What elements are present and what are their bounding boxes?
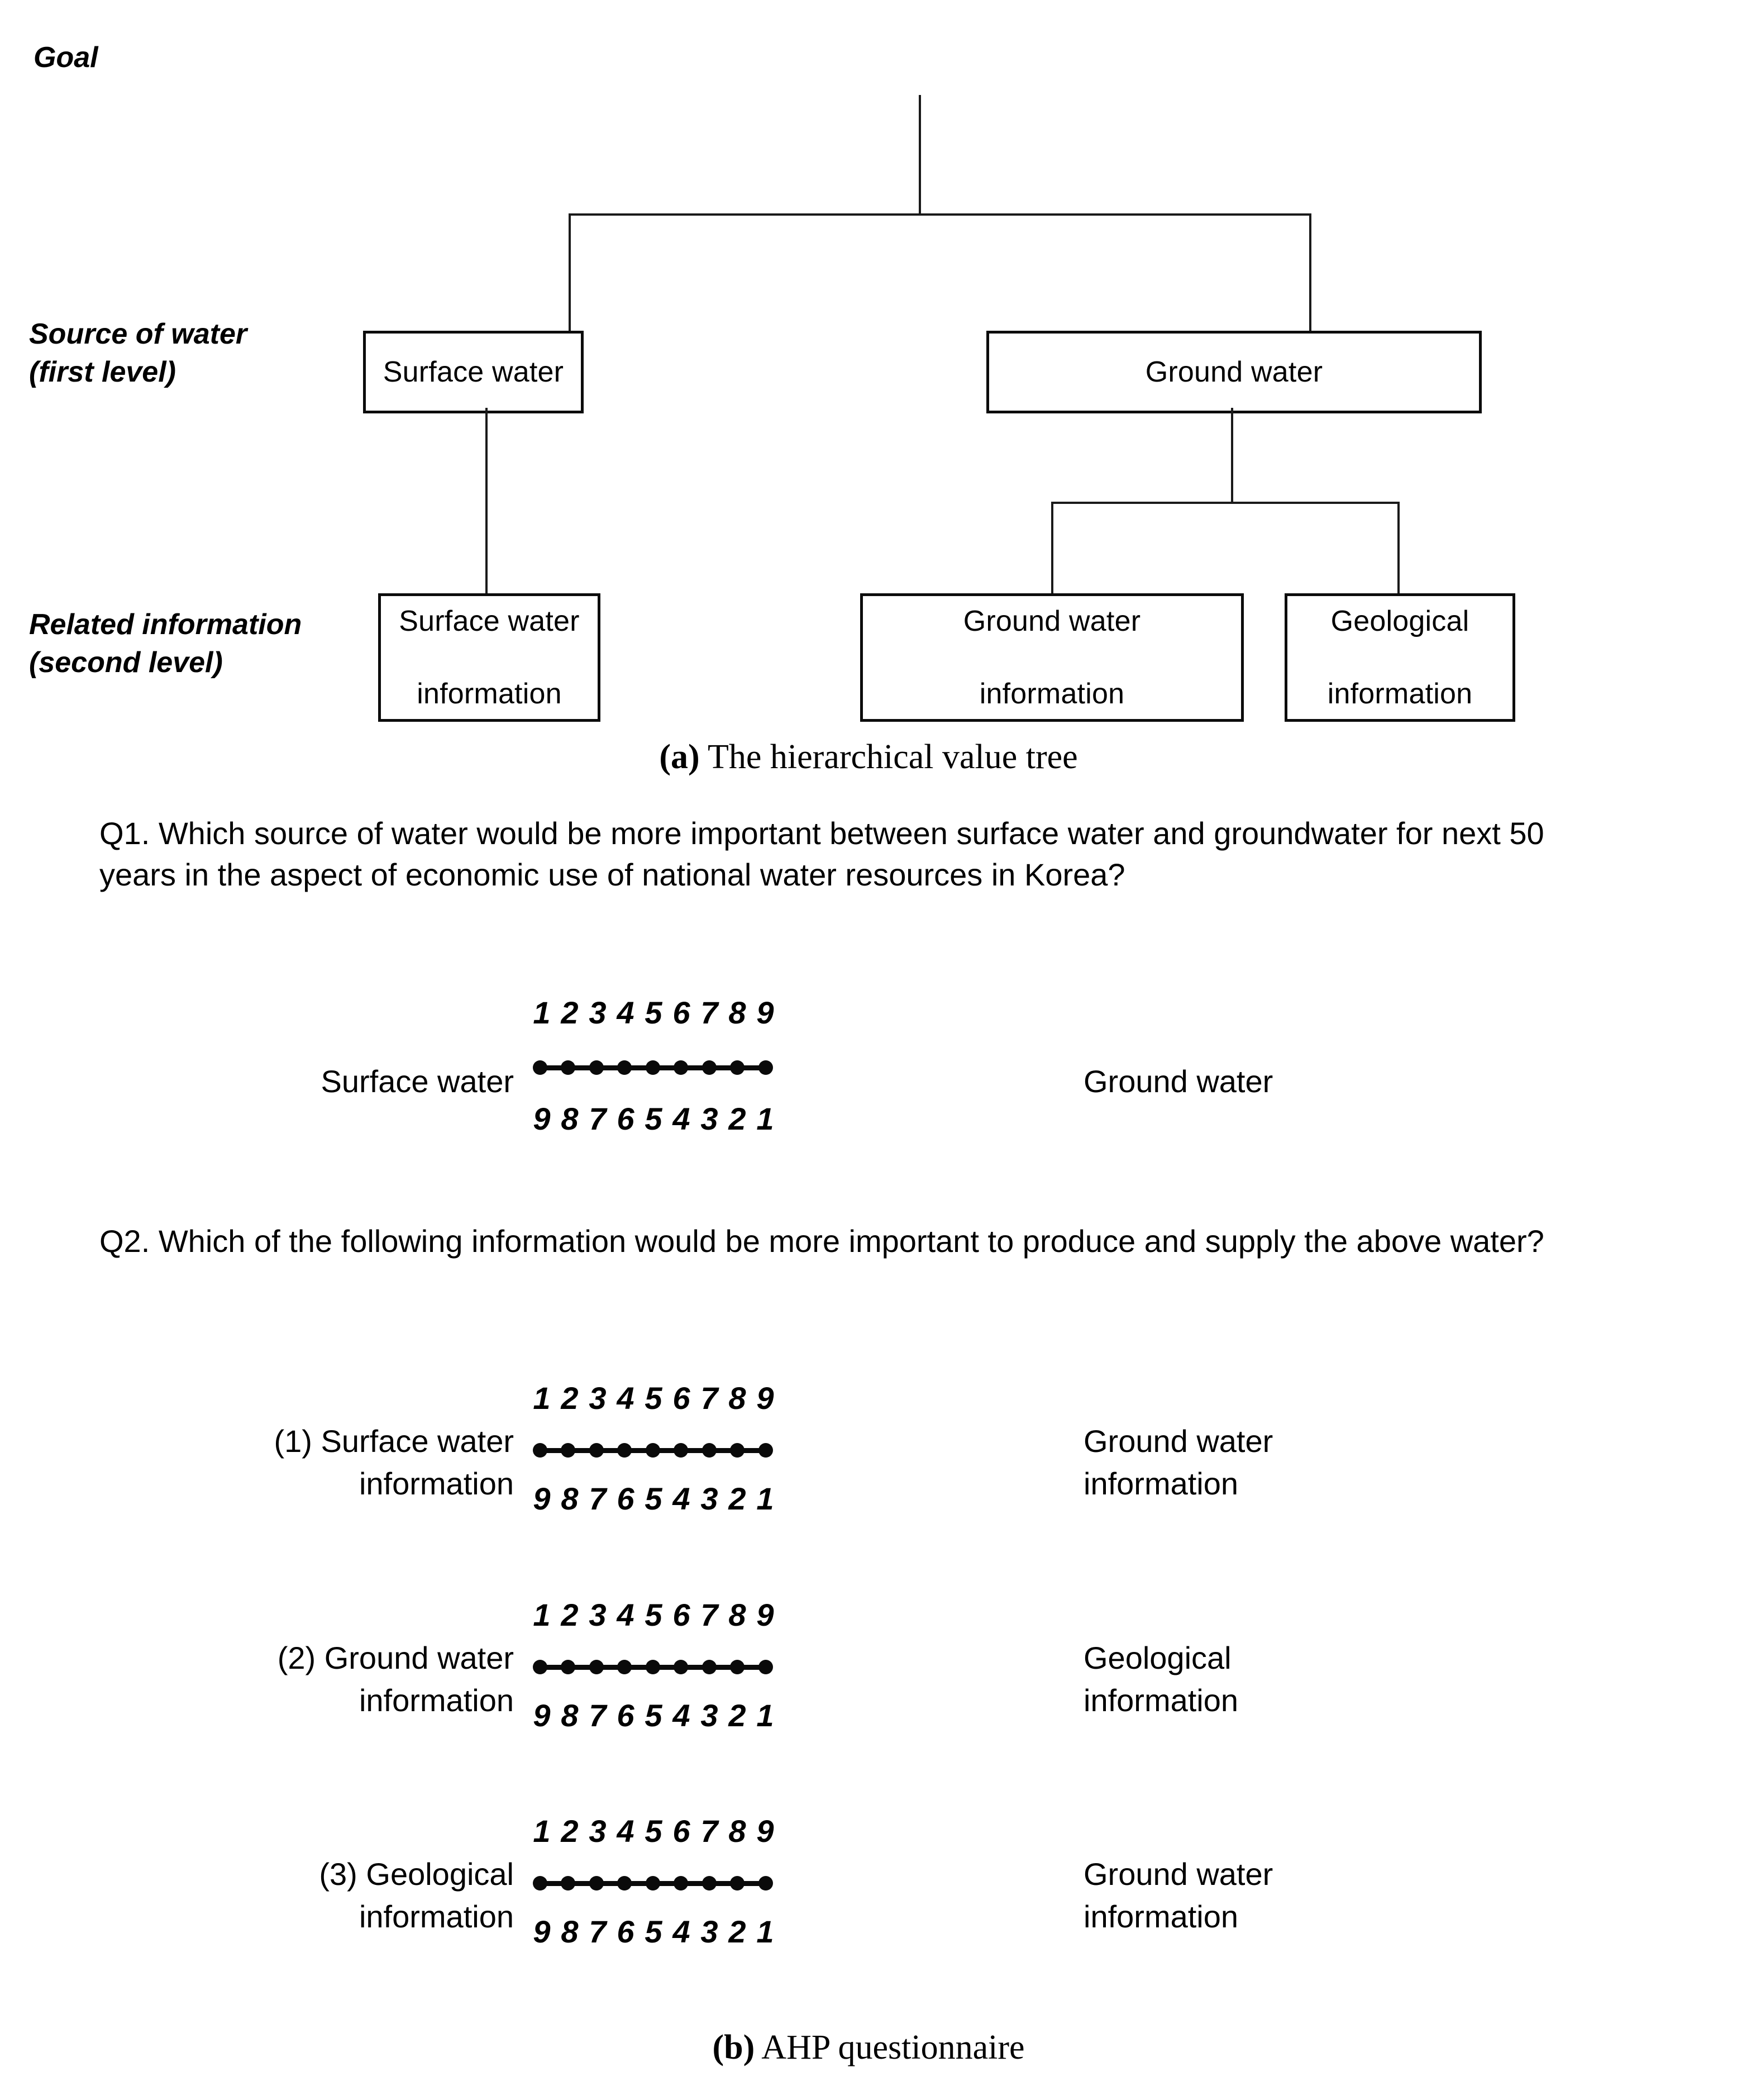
q2-item-1-top-numbers xyxy=(528,1380,779,1416)
node-ground-water-information-line2: information xyxy=(979,677,1125,710)
q1-bottom-number: 4 xyxy=(672,1101,690,1136)
caption-part-a xyxy=(0,737,1737,777)
q1-top-number: 3 xyxy=(589,995,607,1030)
q2-item-1-point-2[interactable] xyxy=(561,1443,575,1458)
q2-item-1-top-number: 1 xyxy=(533,1380,551,1416)
q1-right-label-line1: Ground water xyxy=(1084,1064,1273,1099)
question-2-text: Q2. Which of the following information would be more important to produce and supply the above water? xyxy=(99,1223,1544,1259)
row-label-goal xyxy=(34,39,98,77)
q1-scale-point-5[interactable] xyxy=(646,1060,660,1075)
q2-item-2-top-number: 1 xyxy=(533,1597,551,1632)
q2-item-3-top-number: 9 xyxy=(756,1813,774,1849)
q2-item-1-left-label-line1: (1) Surface water xyxy=(274,1423,514,1459)
q2-item-3-top-number: 6 xyxy=(672,1813,690,1849)
q2-item-3-left-label-line2: information xyxy=(359,1898,514,1934)
q2-item-3-right-label-line2: information xyxy=(1084,1898,1239,1934)
q1-scale-point-8[interactable] xyxy=(730,1060,745,1075)
caption-part-b-prefix: (b) xyxy=(712,2028,755,2066)
q2-item-1-bottom-number: 9 xyxy=(533,1481,551,1516)
q1-scale-top-numbers xyxy=(528,994,779,1031)
q2-item-1-point-4[interactable] xyxy=(617,1443,632,1458)
q2-item-3-point-5[interactable] xyxy=(646,1876,660,1891)
q2-item-3-bottom-number: 9 xyxy=(533,1914,551,1949)
q1-right-label xyxy=(1084,1060,1474,1103)
q2-item-1-bottom-number: 6 xyxy=(617,1481,634,1516)
caption-part-a-text: The hierarchical value tree xyxy=(699,738,1078,776)
q2-item-3-point-4[interactable] xyxy=(617,1876,632,1891)
node-geological-information-label xyxy=(1316,603,1483,712)
row-label-source-line1: Source of water xyxy=(29,318,247,350)
q2-item-1-point-9[interactable] xyxy=(758,1443,773,1458)
q1-top-number: 1 xyxy=(533,995,551,1030)
q2-item-1-top-number: 5 xyxy=(645,1380,662,1416)
q2-item-3-bottom-number: 2 xyxy=(728,1914,746,1949)
q1-top-number: 4 xyxy=(617,995,634,1030)
q2-item-3-top-numbers xyxy=(528,1813,779,1849)
node-ground-water-information-line1: Ground water xyxy=(963,604,1141,637)
q2-item-2-top-number: 3 xyxy=(589,1597,607,1632)
q2-item-3-left-label-line1: (3) Geological xyxy=(319,1856,514,1892)
node-geological-information-line1: Geological xyxy=(1330,604,1469,637)
connector-to-surface-water xyxy=(569,213,571,332)
q2-item-3-top-number: 3 xyxy=(589,1813,607,1849)
q2-item-2-bottom-number: 3 xyxy=(700,1698,718,1733)
question-1-text: Q1. Which source of water would be more important between surface water and groundwater for next 50 years in the aspect of economic use of national water resources in Korea? xyxy=(99,816,1544,893)
q2-item-2-top-number: 8 xyxy=(728,1597,746,1632)
row-label-goal-line1: Goal xyxy=(34,41,98,74)
q1-scale-point-7[interactable] xyxy=(702,1060,717,1075)
q2-item-1-right-label-line1: Ground water xyxy=(1084,1423,1273,1459)
node-geological-information xyxy=(1285,593,1515,722)
connector-to-geological-info xyxy=(1397,502,1400,595)
q2-item-2-right-label xyxy=(1084,1637,1508,1721)
connector-goal-stem xyxy=(919,95,921,216)
q1-scale-bottom-numbers xyxy=(528,1101,779,1137)
q2-item-2-top-number: 2 xyxy=(561,1597,579,1632)
q1-top-number: 6 xyxy=(672,995,690,1030)
node-geological-information-line2: information xyxy=(1327,677,1473,710)
q2-item-3-right-label xyxy=(1084,1853,1508,1937)
q2-item-2-top-number: 4 xyxy=(617,1597,634,1632)
row-label-source-of-water xyxy=(29,316,247,391)
q2-item-2-bottom-number: 6 xyxy=(617,1698,634,1733)
q2-item-2-point-9[interactable] xyxy=(758,1660,773,1674)
q2-item-2-point-7[interactable] xyxy=(702,1660,717,1674)
q2-item-2-left-label xyxy=(101,1637,514,1721)
node-ground-water-information xyxy=(860,593,1244,722)
q2-item-3-top-number: 4 xyxy=(617,1813,634,1849)
caption-part-b xyxy=(0,2028,1737,2068)
q2-item-3-bottom-number: 6 xyxy=(617,1914,634,1949)
q2-item-1-point-7[interactable] xyxy=(702,1443,717,1458)
q2-item-1-top-number: 3 xyxy=(589,1380,607,1416)
q2-item-3-point-1[interactable] xyxy=(533,1876,547,1891)
q1-scale xyxy=(528,994,975,1134)
q2-item-2-point-4[interactable] xyxy=(617,1660,632,1674)
q2-item-2-left-label-line2: information xyxy=(359,1682,514,1718)
q2-item-1-point-3[interactable] xyxy=(589,1443,604,1458)
q1-top-number: 5 xyxy=(645,995,662,1030)
q2-item-3-point-6[interactable] xyxy=(674,1876,688,1891)
q2-item-2-bottom-number: 9 xyxy=(533,1698,551,1733)
q1-left-label-line1: Surface water xyxy=(321,1064,514,1099)
q1-scale-point-9[interactable] xyxy=(758,1060,773,1075)
q2-item-3-top-number: 2 xyxy=(561,1813,579,1849)
q2-item-2-point-5[interactable] xyxy=(646,1660,660,1674)
q2-item-2-top-number: 9 xyxy=(756,1597,774,1632)
q2-item-1-right-label xyxy=(1084,1420,1508,1504)
q2-item-3-bottom-number: 3 xyxy=(700,1914,718,1949)
caption-part-b-text: AHP questionnaire xyxy=(755,2028,1025,2066)
q2-item-2-bottom-number: 5 xyxy=(645,1698,662,1733)
node-ground-water-information-label xyxy=(952,603,1152,712)
q1-top-number: 9 xyxy=(756,995,774,1030)
q2-item-2-right-label-line1: Geological xyxy=(1084,1640,1232,1675)
q2-item-3-top-number: 5 xyxy=(645,1813,662,1849)
q2-item-2-point-8[interactable] xyxy=(730,1660,745,1674)
node-surface-water-information-line1: Surface water xyxy=(399,604,580,637)
node-ground-water xyxy=(986,331,1482,413)
q2-item-3-point-8[interactable] xyxy=(730,1876,745,1891)
q2-item-1-right-label-line2: information xyxy=(1084,1465,1239,1501)
q2-item-1-bottom-number: 1 xyxy=(756,1481,774,1516)
q2-item-3-bottom-number: 1 xyxy=(756,1914,774,1949)
row-label-related-line2: (second level) xyxy=(29,646,223,679)
node-surface-water-label: Surface water xyxy=(383,355,564,388)
node-surface-water-information xyxy=(378,593,600,722)
q1-bottom-number: 9 xyxy=(533,1101,551,1136)
q2-item-3-point-2[interactable] xyxy=(561,1876,575,1891)
q1-bottom-number: 2 xyxy=(728,1101,746,1136)
q2-item-3-point-7[interactable] xyxy=(702,1876,717,1891)
q2-item-2-bottom-number: 8 xyxy=(561,1698,579,1733)
q2-item-3-bottom-number: 5 xyxy=(645,1914,662,1949)
q1-bottom-number: 8 xyxy=(561,1101,579,1136)
q1-bottom-number: 6 xyxy=(617,1101,634,1136)
connector-to-ground-water-info xyxy=(1051,502,1053,595)
q1-scale-point-4[interactable] xyxy=(617,1060,632,1075)
q2-item-3-point-9[interactable] xyxy=(758,1876,773,1891)
q1-top-number: 8 xyxy=(728,995,746,1030)
q2-item-1-point-8[interactable] xyxy=(730,1443,745,1458)
q2-item-2-bottom-number: 7 xyxy=(589,1698,607,1733)
node-surface-water xyxy=(363,331,584,413)
q1-scale-point-6[interactable] xyxy=(674,1060,688,1075)
node-surface-water-information-line2: information xyxy=(417,677,562,710)
q1-left-label xyxy=(168,1060,514,1103)
q2-item-2-top-number: 6 xyxy=(672,1597,690,1632)
q2-item-1-point-5[interactable] xyxy=(646,1443,660,1458)
q1-bottom-number: 3 xyxy=(700,1101,718,1136)
q2-item-2-bottom-number: 1 xyxy=(756,1698,774,1733)
q2-item-3-bottom-number: 8 xyxy=(561,1914,579,1949)
q1-scale-point-3[interactable] xyxy=(589,1060,604,1075)
q2-item-3-top-number: 1 xyxy=(533,1813,551,1849)
q2-item-1-top-number: 6 xyxy=(672,1380,690,1416)
q2-item-1-scale xyxy=(528,1380,975,1520)
q2-item-3-right-label-line1: Ground water xyxy=(1084,1856,1273,1892)
q2-item-2-bottom-number: 4 xyxy=(672,1698,690,1733)
q1-top-number: 2 xyxy=(561,995,579,1030)
connector-level1-bus xyxy=(569,213,1311,216)
q2-item-3-scale xyxy=(528,1813,975,1953)
q2-item-1-point-1[interactable] xyxy=(533,1443,547,1458)
q2-item-2-left-label-line1: (2) Ground water xyxy=(277,1640,514,1675)
q1-bottom-number: 5 xyxy=(645,1101,662,1136)
row-label-related-information xyxy=(29,606,302,682)
connector-to-ground-water xyxy=(1309,213,1311,332)
q2-item-2-point-1[interactable] xyxy=(533,1660,547,1674)
q2-item-3-point-3[interactable] xyxy=(589,1876,604,1891)
q1-bottom-number: 7 xyxy=(589,1101,607,1136)
q1-scale-point-1[interactable] xyxy=(533,1060,547,1075)
q2-item-1-bottom-number: 8 xyxy=(561,1481,579,1516)
q2-item-2-right-label-line2: information xyxy=(1084,1682,1239,1718)
q2-item-1-top-number: 2 xyxy=(561,1380,579,1416)
q2-item-1-top-number: 4 xyxy=(617,1380,634,1416)
q2-item-3-bottom-number: 7 xyxy=(589,1914,607,1949)
q2-item-2-point-3[interactable] xyxy=(589,1660,604,1674)
connector-ground-water-stem xyxy=(1231,408,1233,503)
q2-item-1-left-label-line2: information xyxy=(359,1465,514,1501)
q2-item-2-top-number: 5 xyxy=(645,1597,662,1632)
q2-item-2-top-numbers xyxy=(528,1597,779,1633)
node-surface-water-information-label xyxy=(388,603,590,712)
q2-item-2-point-6[interactable] xyxy=(674,1660,688,1674)
q2-item-1-top-number: 8 xyxy=(728,1380,746,1416)
q1-top-number: 7 xyxy=(700,995,718,1030)
q2-item-1-bottom-number: 2 xyxy=(728,1481,746,1516)
q2-item-2-scale xyxy=(528,1597,975,1736)
q2-item-1-left-label xyxy=(101,1420,514,1504)
q2-item-2-bottom-numbers xyxy=(528,1697,779,1734)
connector-surface-water-to-info xyxy=(485,408,488,595)
caption-part-a-prefix: (a) xyxy=(659,738,700,776)
q2-item-2-bottom-number: 2 xyxy=(728,1698,746,1733)
hierarchical-value-tree xyxy=(0,0,1737,743)
connector-level2-bus xyxy=(1051,502,1400,504)
q2-item-2-top-number: 7 xyxy=(700,1597,718,1632)
q2-item-1-bottom-number: 5 xyxy=(645,1481,662,1516)
q2-item-1-point-6[interactable] xyxy=(674,1443,688,1458)
q2-item-1-top-number: 9 xyxy=(756,1380,774,1416)
q2-item-3-left-label xyxy=(101,1853,514,1937)
q1-bottom-number: 1 xyxy=(756,1101,774,1136)
q2-item-1-top-number: 7 xyxy=(700,1380,718,1416)
q2-item-3-bottom-numbers xyxy=(528,1913,779,1950)
q2-item-1-bottom-numbers xyxy=(528,1480,779,1517)
row-label-source-line2: (first level) xyxy=(29,355,176,388)
node-ground-water-label: Ground water xyxy=(1145,355,1323,388)
q2-item-2-point-2[interactable] xyxy=(561,1660,575,1674)
q1-scale-point-2[interactable] xyxy=(561,1060,575,1075)
q2-item-1-bottom-number: 4 xyxy=(672,1481,690,1516)
q2-item-3-bottom-number: 4 xyxy=(672,1914,690,1949)
q2-item-1-bottom-number: 3 xyxy=(700,1481,718,1516)
q2-item-3-top-number: 7 xyxy=(700,1813,718,1849)
row-label-related-line1: Related information xyxy=(29,608,302,641)
q2-item-3-top-number: 8 xyxy=(728,1813,746,1849)
q2-item-1-bottom-number: 7 xyxy=(589,1481,607,1516)
